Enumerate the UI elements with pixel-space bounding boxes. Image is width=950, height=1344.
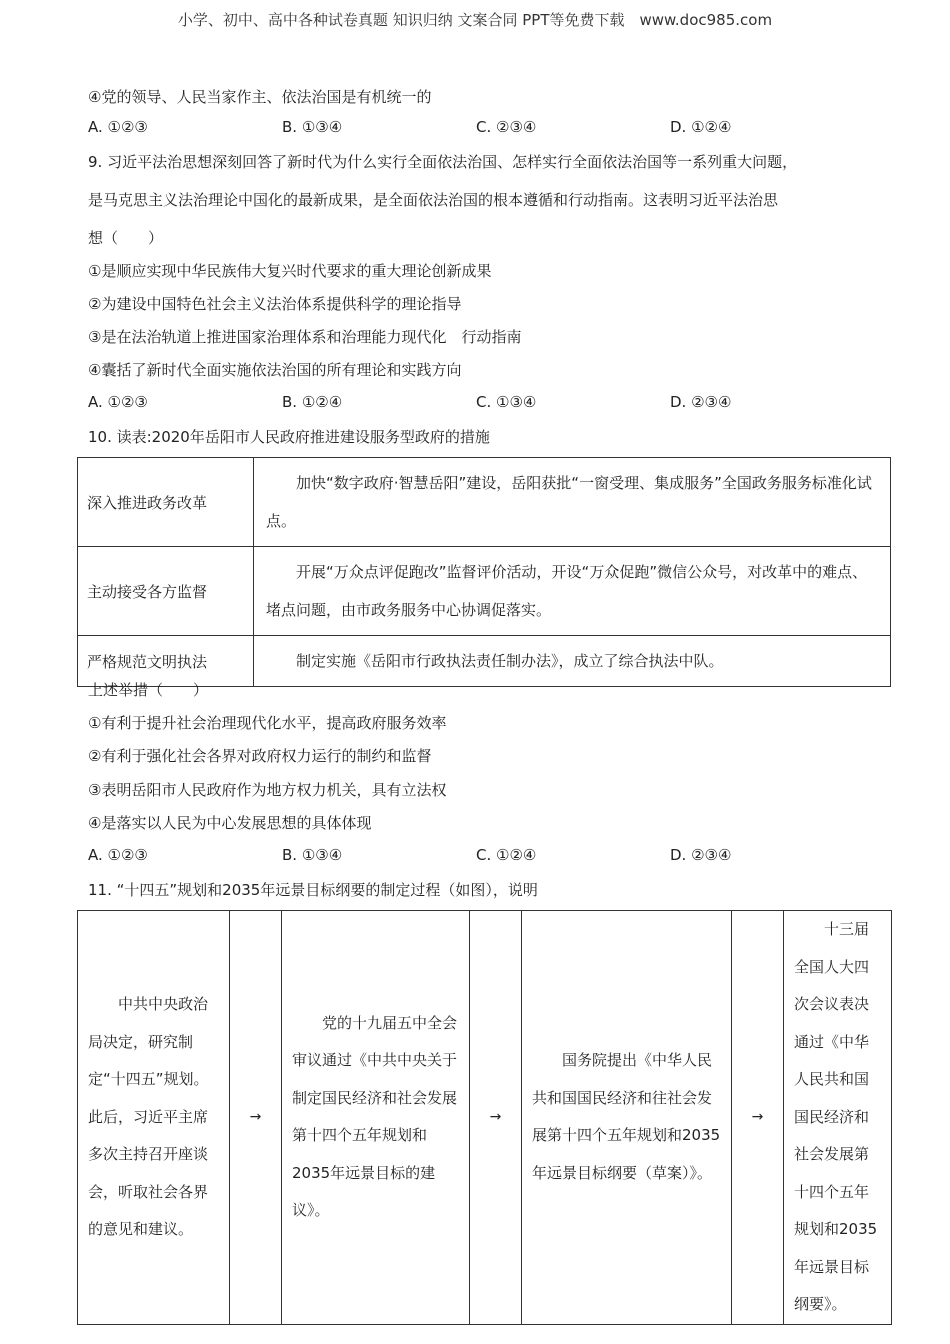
arrow-right-icon: →	[732, 911, 784, 1325]
q8-option-b: B. ①③④	[282, 118, 343, 136]
row-label: 严格规范文明执法	[78, 636, 254, 687]
q10-options	[88, 846, 848, 866]
q10-item-2: ②有利于强化社会各界对政府权力运行的制约和监督	[88, 747, 432, 765]
q10-title: 10. 读表:2020年岳阳市人民政府推进建设服务型政府的措施	[88, 428, 490, 446]
row-text: 加快“数字政府·智慧岳阳”建设，岳阳获批“一窗受理、集成服务”全国政务服务标准化试点。	[254, 458, 891, 547]
flow-step-3: 国务院提出《中华人民共和国国民经济和往社会发展第十四个五年规划和2035年远景目标纲要（草案）》。	[522, 911, 732, 1325]
q9-option-a: A. ①②③	[88, 393, 148, 411]
q10-item-4: ④是落实以人民为中心发展思想的具体体现	[88, 814, 372, 832]
q9-options	[88, 393, 848, 413]
q8-option-c: C. ②③④	[476, 118, 537, 136]
q10-option-d: D. ②③④	[670, 846, 732, 864]
row-text: 开展“万众点评促跑改”监督评价活动，开设“万众促跑”微信公众号，对改革中的难点、堵点问题，由市政务服务中心协调促落实。	[254, 547, 891, 636]
q8-option-a: A. ①②③	[88, 118, 148, 136]
q9-item-4: ④囊括了新时代全面实施依法治国的所有理论和实践方向	[88, 361, 462, 379]
q9-stem-line-1: 9. 习近平法治思想深刻回答了新时代为什么实行全面依法治国、怎样实行全面依法治国等一系列重大问题，	[88, 153, 798, 171]
page-header-banner: 小学、初中、高中各种试卷真题 知识归纳 文案合同 PPT等免费下载 www.doc985.com	[177, 11, 773, 29]
q8-option-d: D. ①②④	[670, 118, 732, 136]
flow-step-2: 党的十九届五中全会审议通过《中共中央关于制定国民经济和社会发展第十四个五年规划和2035年远景目标的建议》。	[282, 911, 470, 1325]
table-row	[78, 458, 891, 547]
q10-option-c: C. ①②④	[476, 846, 537, 864]
q10-stem: 上述举措（ ）	[88, 681, 209, 699]
q9-stem-line-3: 想（ ）	[88, 229, 164, 247]
flow-step-4: 十三届全国人大四次会议表决通过《中华人民共和国国民经济和社会发展第十四个五年规划和2035年远景目标纲要》。	[784, 911, 892, 1325]
q9-option-d: D. ②③④	[670, 393, 732, 411]
q9-item-2: ②为建设中国特色社会主义法治体系提供科学的理论指导	[88, 295, 462, 313]
q8-item-4: ④党的领导、人民当家作主、依法治国是有机统一的	[88, 88, 432, 106]
q10-item-1: ①有利于提升社会治理现代化水平，提高政府服务效率	[88, 714, 447, 732]
table-row	[78, 547, 891, 636]
q9-stem-line-2: 是马克思主义法治理论中国化的最新成果，是全面依法治国的根本遵循和行动指南。这表明习近平法治思	[88, 191, 779, 209]
q8-options	[88, 118, 848, 138]
row-label: 主动接受各方监督	[78, 547, 254, 636]
row-label: 深入推进政务改革	[78, 458, 254, 547]
flow-step-1: 中共中央政治局决定，研究制定“十四五”规划。此后，习近平主席多次主持召开座谈会，听取社会各界的意见和建议。	[78, 911, 230, 1325]
row-text: 制定实施《岳阳市行政执法责任制办法》，成立了综合执法中队。	[254, 636, 891, 687]
q10-measures-table	[77, 457, 891, 687]
q9-option-b: B. ①②④	[282, 393, 343, 411]
q9-item-3: ③是在法治轨道上推进国家治理体系和治理能力现代化 行动指南	[88, 328, 522, 346]
arrow-right-icon: →	[470, 911, 522, 1325]
q9-item-1: ①是顺应实现中华民族伟大复兴时代要求的重大理论创新成果	[88, 262, 492, 280]
q10-item-3: ③表明岳阳市人民政府作为地方权力机关，具有立法权	[88, 781, 447, 799]
q10-option-b: B. ①③④	[282, 846, 343, 864]
q11-title: 11. “十四五”规划和2035年远景目标纲要的制定过程（如图），说明	[88, 881, 538, 899]
arrow-right-icon: →	[230, 911, 282, 1325]
q11-process-flow	[77, 910, 892, 1325]
q10-option-a: A. ①②③	[88, 846, 148, 864]
q9-option-c: C. ①③④	[476, 393, 537, 411]
